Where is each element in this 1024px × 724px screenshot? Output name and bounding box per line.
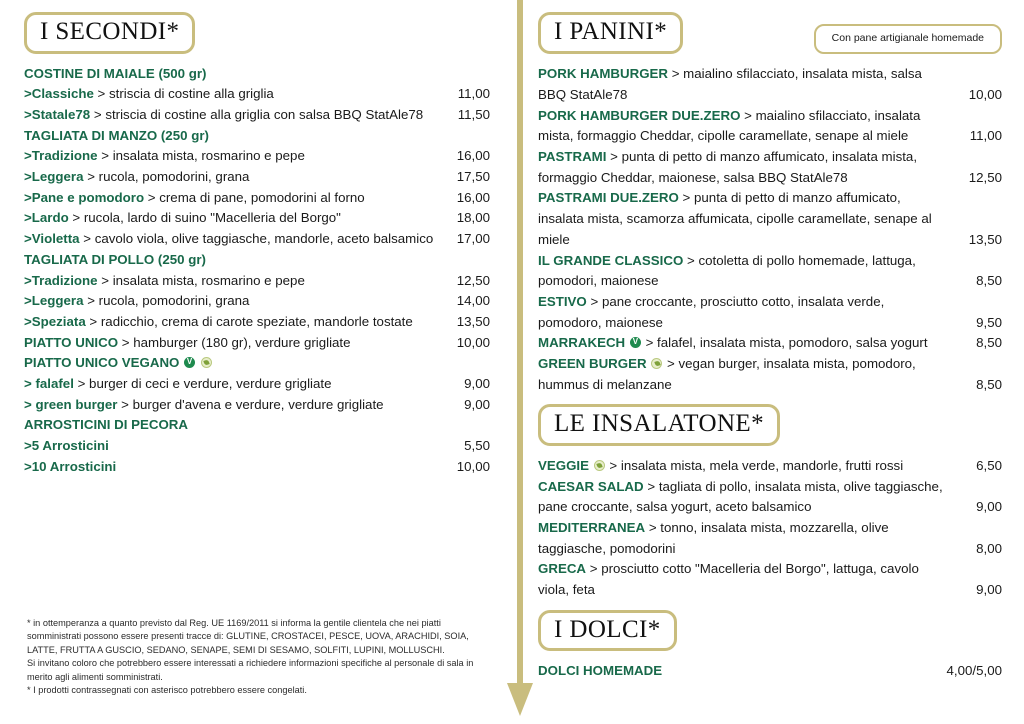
menu-item-price: 6,50 — [976, 457, 1002, 473]
menu-item — [24, 333, 490, 354]
menu-item-name: >Leggera — [24, 169, 84, 185]
menu-item — [538, 292, 1002, 333]
menu-item-separator: > — [740, 107, 756, 123]
menu-item-description: falafel, insalata mista, pomodoro, salsa yogurt — [657, 335, 928, 351]
menu-item-name: PASTRAMI DUE.ZERO — [538, 190, 679, 206]
menu-item-name: ESTIVO — [538, 293, 587, 309]
menu-item-separator: > — [118, 334, 134, 350]
menu-item-name: PASTRAMI — [538, 149, 607, 165]
allergen-disclaimer — [27, 617, 497, 697]
menu-item — [24, 291, 490, 312]
menu-item — [538, 661, 1002, 682]
menu-item-description: crema di pane, pomodorini al forno — [159, 189, 365, 205]
vegan-badge-icon — [184, 357, 195, 368]
menu-item-description: insalata mista, rosmarino e pepe — [112, 272, 305, 288]
menu-item-name: > green burger — [24, 396, 118, 412]
menu-item-name: >Classiche — [24, 86, 94, 102]
menu-item-separator: > — [73, 376, 90, 392]
menu-item-name: VEGGIE — [538, 457, 589, 473]
menu-item-separator: > — [97, 148, 113, 164]
menu-item — [538, 333, 1002, 354]
menu-item — [538, 518, 1002, 559]
menu-item — [24, 312, 490, 333]
menu-item-price: 12,50 — [968, 169, 1002, 185]
menu-item-price: 18,00 — [456, 210, 490, 226]
menu-item-separator: > — [68, 210, 84, 226]
menu-item-description: maialino sfilacciato, insalata mista, salsa BBQ StatAle78 — [538, 66, 922, 102]
menu-item — [24, 229, 490, 250]
menu-group-title: COSTINE DI MAIALE (500 gr) — [24, 65, 207, 81]
menu-item-price: 9,00 — [976, 499, 1002, 515]
menu-item — [24, 271, 490, 292]
menu-item-separator: > — [83, 293, 99, 309]
menu-item-description: punta di petto di manzo affumicato, insalata mista, formaggio Cheddar, maionese, salsa BBQ StatAle78 — [538, 149, 918, 185]
panini-list — [538, 64, 1002, 395]
menu-item — [24, 457, 490, 478]
menu-item-name: CAESAR SALAD — [538, 478, 644, 494]
menu-item-separator: > — [79, 231, 95, 247]
menu-item-name: >Leggera — [24, 293, 84, 309]
menu-item-name: GREEN BURGER — [538, 356, 647, 372]
menu-item — [24, 188, 490, 209]
menu-item-price: 8,50 — [976, 273, 1002, 289]
menu-group-title: ARROSTICINI DI PECORA — [24, 417, 189, 433]
menu-item-separator: > — [605, 457, 621, 473]
dolci-list — [538, 661, 1002, 682]
menu-item-name: >10 Arrosticini — [24, 458, 117, 474]
menu-item-name: >Pane e pomodoro — [24, 189, 145, 205]
secondi-list — [24, 64, 490, 478]
menu-item-price: 5,50 — [464, 438, 490, 454]
menu-item-separator: > — [85, 313, 101, 329]
menu-item — [538, 188, 1002, 250]
menu-item — [538, 559, 1002, 600]
dolci-header-row — [538, 610, 1002, 652]
menu-item-name: >Lardo — [24, 210, 69, 226]
menu-item — [24, 84, 490, 105]
menu-item-price: 9,00 — [464, 396, 490, 412]
menu-item-separator: > — [641, 335, 658, 351]
menu-item — [24, 208, 490, 229]
insalatone-header-row — [538, 404, 1002, 446]
menu-item-price: 11,00 — [969, 128, 1002, 144]
menu-item-name: >5 Arrosticini — [24, 438, 109, 454]
section-title-dolci: I DOLCI* — [538, 610, 677, 652]
menu-item-price: 10,00 — [456, 458, 490, 474]
menu-item — [538, 456, 1002, 477]
menu-item — [24, 167, 490, 188]
menu-item-description: hamburger (180 gr), verdure grigliate — [133, 334, 351, 350]
menu-item-price: 8,50 — [976, 376, 1002, 392]
menu-item-price: 9,00 — [976, 582, 1002, 598]
menu-item — [24, 374, 490, 395]
menu-item-price: 14,00 — [456, 293, 490, 309]
menu-item-separator: > — [683, 252, 699, 268]
right-column — [528, 0, 1024, 682]
menu-item-description: rucola, lardo di suino "Macelleria del Borgo" — [83, 210, 341, 226]
menu-item-price: 4,00/5,00 — [946, 663, 1002, 679]
menu-item — [538, 64, 1002, 105]
menu-item-price: 9,00 — [464, 376, 490, 392]
vegan-badge-icon — [630, 337, 641, 348]
menu-item-name: DOLCI HOMEMADE — [538, 663, 663, 679]
menu-item-price: 11,00 — [457, 86, 490, 102]
menu-item — [538, 147, 1002, 188]
menu-item-price: 10,00 — [456, 334, 490, 350]
menu-item-description: vegan burger, insalata mista, pomodoro, hummus di melanzane — [538, 356, 916, 392]
menu-item-description: radicchio, crema di carote speziate, mandorle tostate — [100, 313, 413, 329]
menu-item-description: striscia di costine alla griglia — [109, 86, 274, 102]
left-column — [0, 0, 500, 478]
menu-item-separator: > — [93, 86, 110, 102]
menu-item-description: striscia di costine alla griglia con salsa BBQ StatAle78 — [105, 106, 424, 122]
section-title-secondi: I SECONDI* — [24, 12, 195, 54]
menu-item-description: rucola, pomodorini, grana — [98, 169, 250, 185]
menu-group-title: TAGLIATA DI POLLO (250 gr) — [24, 251, 206, 267]
menu-item — [538, 354, 1002, 395]
menu-item-separator: > — [586, 561, 602, 577]
menu-item-price: 13,50 — [456, 313, 490, 329]
menu-item-description: burger di ceci e verdure, verdure grigliate — [89, 376, 332, 392]
vegetarian-leaf-icon — [651, 358, 662, 369]
menu-item-separator: > — [645, 520, 661, 536]
menu-item-name: GRECA — [538, 561, 587, 577]
menu-item-description: cotoletta di pollo homemade, lattuga, pomodori, maionese — [538, 252, 916, 289]
menu-item — [24, 105, 490, 126]
menu-item-description: prosciutto cotto "Macelleria del Borgo", lattuga, cavolo viola, feta — [538, 561, 919, 598]
menu-item-separator: > — [663, 356, 679, 372]
menu-item-separator: > — [117, 396, 133, 412]
menu-item-price: 16,00 — [456, 148, 490, 164]
menu-item-name: IL GRANDE CLASSICO — [538, 252, 684, 268]
menu-item-description: tagliata di pollo, insalata mista, olive taggiasche, pane croccante, salsa yogurt, aceto balsamico — [538, 478, 943, 515]
menu-item-separator: > — [83, 169, 99, 185]
menu-item-price: 8,00 — [976, 540, 1002, 556]
menu-item-separator: > — [586, 293, 602, 309]
menu-item-separator: > — [668, 66, 684, 82]
menu-item-name: > falafel — [24, 376, 74, 392]
menu-item — [538, 477, 1002, 518]
menu-item — [538, 251, 1002, 292]
vegetarian-leaf-icon — [201, 357, 212, 368]
menu-item-price: 13,50 — [968, 231, 1002, 247]
menu-item-name: >Tradizione — [24, 148, 98, 164]
menu-item-price: 17,00 — [456, 231, 490, 247]
menu-item-name: MARRAKECH — [538, 335, 626, 351]
menu-item-description: burger d'avena e verdure, verdure grigliate — [132, 396, 384, 412]
menu-item-name: PORK HAMBURGER DUE.ZERO — [538, 107, 741, 123]
menu-item — [24, 146, 490, 167]
menu-item-name: >Tradizione — [24, 272, 98, 288]
section-title-insalatone: LE INSALATONE* — [538, 404, 780, 446]
menu-item-price: 12,50 — [456, 272, 490, 288]
menu-item-name: >Statale78 — [24, 106, 91, 122]
menu-item-separator: > — [144, 189, 160, 205]
menu-item-price: 8,50 — [976, 335, 1002, 351]
menu-item-name: PORK HAMBURGER — [538, 66, 669, 82]
menu-item-description: insalata mista, mela verde, mandorle, frutti rossi — [620, 457, 904, 473]
menu-group-title: TAGLIATA DI MANZO (250 gr) — [24, 127, 209, 143]
menu-item-separator: > — [606, 149, 622, 165]
panini-header-row — [538, 12, 1002, 54]
menu-item-description: cavolo viola, olive taggiasche, mandorle, aceto balsamico — [94, 231, 434, 247]
menu-item-description: tonno, insalata mista, mozzarella, olive taggiasche, pomodorini — [538, 520, 889, 556]
secondi-header-row — [24, 12, 490, 54]
menu-item-description: maialino sfilacciato, insalata mista, formaggio Cheddar, cipolle caramellate, senape al miele — [538, 107, 921, 144]
menu-item-description: punta di petto di manzo affumicato, insalata mista, scamorza affumicata, cipolle caramellate, senape al miele — [538, 190, 932, 247]
menu-item-price: 16,00 — [456, 189, 490, 205]
menu-item-description: rucola, pomodorini, grana — [98, 293, 250, 309]
insalatone-list — [538, 456, 1002, 601]
menu-item-separator: > — [643, 478, 659, 494]
menu-group-title: PIATTO UNICO VEGANO V — [24, 353, 490, 374]
disclaimer-line: Si invitano coloro che potrebbero essere interessati a richiedere informazioni specifiche al personale di sala in merito agli alimenti somministrati. — [27, 658, 474, 682]
menu-item-price: 10,00 — [968, 86, 1002, 102]
vegetarian-leaf-icon — [594, 460, 605, 471]
menu-item-description: insalata mista, rosmarino e pepe — [112, 148, 305, 164]
menu-item-description: pane croccante, prosciutto cotto, insalata verde, pomodoro, maionese — [538, 293, 885, 330]
menu-item-price: 17,50 — [456, 169, 490, 185]
menu-item — [24, 395, 490, 416]
menu-item-name: MEDITERRANEA — [538, 520, 646, 536]
menu-item-separator: > — [678, 190, 695, 206]
menu-item-name: PIATTO UNICO — [24, 334, 119, 350]
menu-item-price: 9,50 — [976, 314, 1002, 330]
menu-item-name: >Speziata — [24, 313, 86, 329]
menu-item-separator: > — [90, 106, 106, 122]
menu-item-name: >Violetta — [24, 231, 80, 247]
menu-item — [538, 106, 1002, 147]
disclaimer-line: * I prodotti contrassegnati con asterisco potrebbero essere congelati. — [27, 685, 307, 696]
menu-item-price: 11,50 — [457, 106, 490, 122]
bread-note-badge: Con pane artigianale homemade — [814, 24, 1002, 54]
menu-item — [24, 436, 490, 457]
disclaimer-line: * in ottemperanza a quanto previsto dal Reg. UE 1169/2011 si informa la gentile clientela che nei piatti somministrati possono essere presenti tracce di: GLUTINE, CROSTACEI, PESCE, UOVA, ARACHIDI, SOIA, LATTE, FRUTTA A GUSCIO, SEDANO, SENAPE, SEMI DI SESAMO, SOLFITI, LUPINI, MOLLUSCHI. — [27, 618, 469, 655]
menu-item-separator: > — [97, 272, 113, 288]
section-title-panini: I PANINI* — [538, 12, 683, 54]
